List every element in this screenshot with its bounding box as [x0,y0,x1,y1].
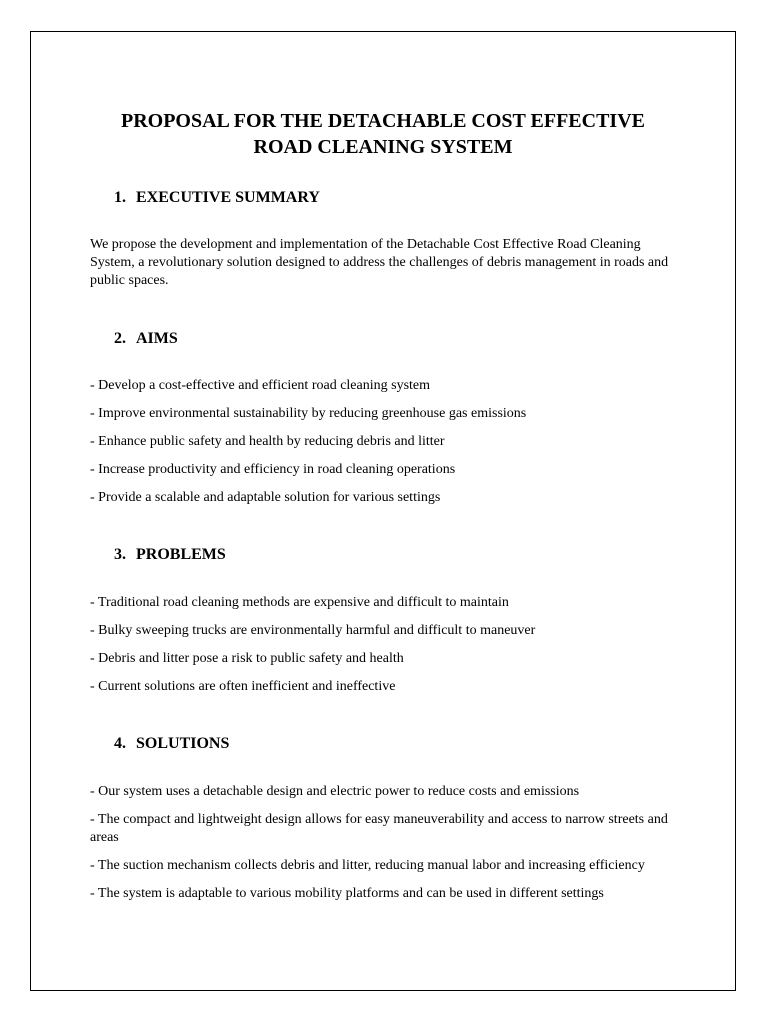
aims-item: - Develop a cost-effective and efficient road cleaning system [90,378,431,393]
section-title: SOLUTIONS [136,735,230,752]
solutions-item: - The suction mechanism collects debris and litter, reducing manual labor and increasing efficiency [90,858,645,873]
section-number: 2. [114,330,126,347]
aims-item: - Increase productivity and efficiency in road cleaning operations [90,462,456,477]
section-title: EXECUTIVE SUMMARY [136,189,320,206]
executive-summary-paragraph: We propose the development and implementation of the Detachable Cost Effective Road Cleaning System, a revolutionary solution designed to address the challenges of debris management in roads and public spaces. [90,237,669,288]
problems-item: - Debris and litter pose a risk to public safety and health [90,651,404,666]
problems-item: - Traditional road cleaning methods are expensive and difficult to maintain [90,595,509,610]
document-page [30,31,736,991]
section-heading-aims [114,329,178,349]
section-heading-solutions [114,734,229,754]
document-title [31,108,735,160]
solutions-item: - The compact and lightweight design allows for easy maneuverability and access to narrow streets and areas [90,812,668,845]
section-title: PROBLEMS [136,546,226,563]
problems-item: - Current solutions are often inefficient and ineffective [90,679,396,694]
section-title: AIMS [136,330,178,347]
section-number: 1. [114,189,126,206]
solutions-item: - Our system uses a detachable design and electric power to reduce costs and emissions [90,784,580,799]
problems-item: - Bulky sweeping trucks are environmentally harmful and difficult to maneuver [90,623,536,638]
aims-item: - Improve environmental sustainability by reducing greenhouse gas emissions [90,406,527,421]
title-line-2: ROAD CLEANING SYSTEM [253,136,513,158]
section-heading-problems [114,545,226,565]
aims-item: - Enhance public safety and health by reducing debris and litter [90,434,445,449]
section-heading-executive-summary [114,188,320,208]
section-number: 3. [114,546,126,563]
section-number: 4. [114,735,126,752]
title-line-1: PROPOSAL FOR THE DETACHABLE COST EFFECTIVE [121,110,645,132]
solutions-item: - The system is adaptable to various mobility platforms and can be used in different settings [90,886,604,901]
aims-item: - Provide a scalable and adaptable solution for various settings [90,490,441,505]
